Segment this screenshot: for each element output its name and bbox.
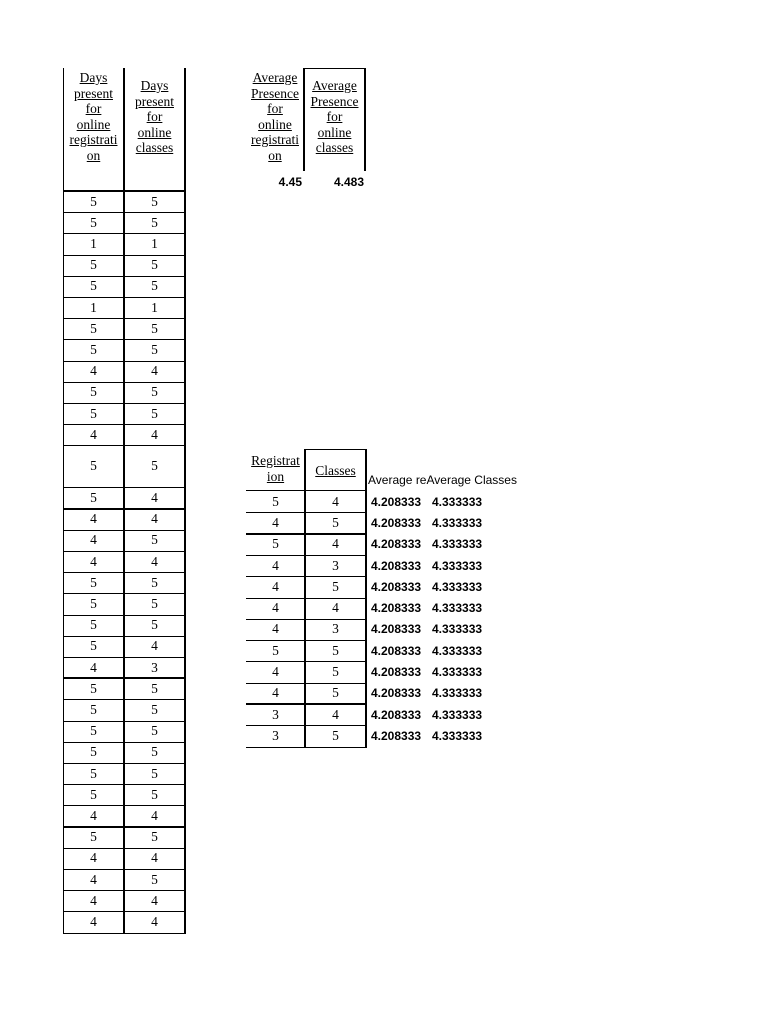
header-avg-registration-line: registrati bbox=[251, 132, 299, 147]
cell-registration: 4 bbox=[90, 426, 97, 442]
grid-line bbox=[63, 869, 186, 870]
grid-line bbox=[63, 636, 186, 637]
cell-classes: 5 bbox=[151, 458, 158, 474]
grid-line bbox=[364, 68, 366, 171]
cell-registration: 4 bbox=[90, 511, 97, 527]
grid-line bbox=[63, 677, 186, 679]
avg-registration-cell: 4.208333 bbox=[371, 707, 422, 722]
header-days-registration-line: online bbox=[76, 116, 111, 132]
cell-registration: 4 bbox=[90, 913, 97, 929]
cell-registration: 3 bbox=[272, 727, 279, 743]
grid-line bbox=[63, 190, 185, 192]
header-days-classes-line: for bbox=[146, 109, 163, 124]
grid-line bbox=[246, 747, 366, 748]
grid-line bbox=[304, 449, 306, 747]
cell-registration: 5 bbox=[90, 278, 97, 294]
grid-line bbox=[63, 530, 186, 531]
grid-line bbox=[63, 572, 186, 573]
cell-classes: 4 bbox=[151, 913, 158, 929]
grid-line bbox=[246, 490, 366, 491]
cell-classes: 5 bbox=[151, 214, 158, 230]
grid-line bbox=[63, 615, 186, 616]
avg-registration-cell: 4.208333 bbox=[371, 558, 422, 573]
cell-registration: 5 bbox=[90, 595, 97, 611]
avg-classes-cell: 4.333333 bbox=[432, 601, 483, 616]
header-avg-classes-line: Average bbox=[312, 78, 357, 93]
cell-classes: 5 bbox=[151, 595, 158, 611]
cell-classes: 5 bbox=[151, 193, 158, 209]
avg-classes-value: 4.483 bbox=[333, 175, 364, 189]
cell-registration: 4 bbox=[272, 685, 279, 701]
avg-registration-cell: 4.208333 bbox=[371, 686, 422, 701]
cell-classes: 5 bbox=[151, 680, 158, 696]
avg-registration-cell: 4.208333 bbox=[371, 665, 422, 680]
cell-registration: 4 bbox=[90, 850, 97, 866]
grid-line bbox=[63, 276, 186, 277]
grid-line bbox=[63, 445, 186, 446]
avg-classes-cell: 4.333333 bbox=[432, 579, 483, 594]
avg-classes-cell: 4.333333 bbox=[432, 707, 483, 722]
cell-registration: 5 bbox=[90, 829, 97, 845]
cell-classes: 4 bbox=[151, 426, 158, 442]
cell-registration: 5 bbox=[90, 701, 97, 717]
avg-registration-cell: 4.208333 bbox=[371, 643, 422, 658]
cell-registration: 5 bbox=[90, 320, 97, 336]
cell-classes: 5 bbox=[332, 642, 339, 658]
cell-classes: 1 bbox=[151, 299, 158, 315]
header-avg-registration-line: Presence bbox=[251, 85, 299, 101]
grid-line bbox=[365, 449, 367, 748]
cell-registration: 4 bbox=[272, 514, 279, 530]
cell-classes: 5 bbox=[332, 578, 339, 594]
cell-classes: 3 bbox=[332, 621, 339, 637]
avg-classes-cell: 4.333333 bbox=[432, 665, 483, 680]
avg-classes-cell: 4.333333 bbox=[432, 686, 483, 701]
header-classes-line: Classes bbox=[315, 463, 356, 479]
cell-registration: 5 bbox=[272, 536, 279, 552]
grid-line bbox=[63, 233, 186, 234]
header-days-classes bbox=[124, 78, 185, 178]
cell-registration: 4 bbox=[90, 532, 97, 548]
header-days-registration-line: registrati bbox=[69, 132, 118, 147]
grid-line bbox=[63, 297, 186, 298]
cell-classes: 5 bbox=[151, 786, 158, 802]
cell-registration: 4 bbox=[272, 557, 279, 573]
avg-classes-cell: 4.333333 bbox=[432, 515, 483, 530]
header-classes bbox=[305, 453, 366, 489]
cell-classes: 4 bbox=[151, 363, 158, 379]
cell-classes: 5 bbox=[151, 765, 158, 781]
cell-registration: 5 bbox=[90, 384, 97, 400]
grid-line bbox=[184, 68, 186, 934]
header-days-classes-line: present bbox=[135, 93, 174, 109]
header-avg-classes-line: Presence bbox=[310, 93, 359, 109]
cell-registration: 4 bbox=[90, 553, 97, 569]
cell-classes: 4 bbox=[332, 536, 339, 552]
avg-registration-cell: 4.208333 bbox=[371, 537, 422, 552]
cell-registration: 1 bbox=[90, 235, 97, 251]
cell-registration: 5 bbox=[90, 786, 97, 802]
grid-line bbox=[63, 424, 186, 425]
grid-line bbox=[63, 784, 186, 785]
header-avg-classes-line: classes bbox=[315, 140, 354, 155]
header-registration-line: Registrat bbox=[251, 453, 300, 468]
cell-classes: 5 bbox=[151, 744, 158, 760]
cell-classes: 5 bbox=[151, 617, 158, 633]
grid-line bbox=[63, 805, 186, 806]
cell-classes: 4 bbox=[332, 600, 339, 616]
cell-classes: 5 bbox=[151, 532, 158, 548]
avg-registration-cell: 4.208333 bbox=[371, 601, 422, 616]
header-days-classes-line: online bbox=[137, 124, 172, 140]
header-avg-classes-line: online bbox=[317, 124, 352, 140]
cell-classes: 4 bbox=[151, 638, 158, 654]
cell-registration: 4 bbox=[90, 892, 97, 908]
cell-registration: 4 bbox=[272, 600, 279, 616]
grid-line bbox=[303, 68, 305, 171]
grid-line bbox=[63, 763, 186, 764]
cell-classes: 5 bbox=[151, 723, 158, 739]
cell-classes: 3 bbox=[332, 557, 339, 573]
grid-line bbox=[63, 551, 186, 552]
cell-classes: 4 bbox=[151, 807, 158, 823]
grid-line bbox=[63, 593, 186, 594]
cell-classes: 5 bbox=[332, 685, 339, 701]
cell-registration: 5 bbox=[90, 638, 97, 654]
cell-registration: 5 bbox=[272, 642, 279, 658]
cell-classes: 5 bbox=[151, 278, 158, 294]
cell-classes: 5 bbox=[151, 829, 158, 845]
cell-registration: 4 bbox=[90, 807, 97, 823]
cell-classes: 5 bbox=[151, 320, 158, 336]
header-avg-registration bbox=[246, 70, 304, 174]
cell-classes: 5 bbox=[332, 514, 339, 530]
header-days-registration bbox=[63, 70, 124, 180]
cell-registration: 4 bbox=[272, 621, 279, 637]
header-days-registration-line: on bbox=[86, 147, 101, 163]
cell-registration: 5 bbox=[90, 723, 97, 739]
cell-classes: 4 bbox=[151, 489, 158, 505]
cell-classes: 5 bbox=[151, 405, 158, 421]
grid-line bbox=[63, 911, 186, 912]
grid-line bbox=[63, 721, 186, 722]
cell-registration: 4 bbox=[90, 659, 97, 675]
grid-line bbox=[63, 339, 186, 340]
cell-registration: 5 bbox=[272, 493, 279, 509]
cell-classes: 5 bbox=[151, 574, 158, 590]
grid-line bbox=[63, 657, 186, 658]
grid-line bbox=[305, 449, 366, 450]
cell-classes: 4 bbox=[151, 850, 158, 866]
cell-classes: 1 bbox=[151, 235, 158, 251]
avg-registration-cell: 4.208333 bbox=[371, 579, 422, 594]
header-days-registration-line: present bbox=[74, 85, 113, 101]
grid-line bbox=[63, 487, 186, 488]
grid-line bbox=[63, 361, 186, 362]
grid-line bbox=[63, 68, 64, 933]
cell-registration: 5 bbox=[90, 489, 97, 505]
avg-registration-value: 4.45 bbox=[278, 175, 302, 189]
cell-classes: 4 bbox=[151, 892, 158, 908]
cell-classes: 5 bbox=[151, 257, 158, 273]
header-days-classes-line: classes bbox=[135, 140, 174, 155]
cell-registration: 5 bbox=[90, 765, 97, 781]
avg-classes-cell: 4.333333 bbox=[432, 622, 483, 637]
header-registration bbox=[246, 453, 305, 489]
cell-registration: 5 bbox=[90, 257, 97, 273]
avg-registration-cell: 4.208333 bbox=[371, 728, 422, 743]
avg-registration-cell: 4.208333 bbox=[371, 622, 422, 637]
avg-classes-cell: 4.333333 bbox=[432, 643, 483, 658]
cell-registration: 1 bbox=[90, 299, 97, 315]
cell-classes: 3 bbox=[151, 659, 158, 675]
cell-registration: 5 bbox=[90, 405, 97, 421]
header-days-classes-line: Days bbox=[140, 78, 169, 93]
cell-classes: 5 bbox=[151, 871, 158, 887]
cell-registration: 4 bbox=[272, 578, 279, 594]
grid-line bbox=[63, 382, 186, 383]
grid-line bbox=[63, 318, 186, 319]
cell-registration: 5 bbox=[90, 744, 97, 760]
grid-line bbox=[63, 890, 186, 891]
cell-registration: 4 bbox=[90, 363, 97, 379]
average-header: Average reAverage Classes bbox=[368, 473, 517, 487]
header-avg-classes bbox=[304, 78, 365, 174]
cell-registration: 5 bbox=[90, 458, 97, 474]
cell-classes: 4 bbox=[151, 553, 158, 569]
cell-classes: 5 bbox=[151, 341, 158, 357]
avg-classes-cell: 4.333333 bbox=[432, 728, 483, 743]
header-days-registration-line: for bbox=[85, 101, 102, 116]
grid-line bbox=[63, 933, 186, 934]
cell-classes: 4 bbox=[332, 493, 339, 509]
cell-classes: 4 bbox=[332, 706, 339, 722]
cell-registration: 5 bbox=[90, 680, 97, 696]
header-registration-line: ion bbox=[266, 468, 285, 484]
grid-line bbox=[63, 848, 186, 849]
grid-line bbox=[63, 403, 186, 404]
grid-line bbox=[63, 699, 186, 700]
header-avg-classes-line: for bbox=[326, 109, 343, 124]
cell-classes: 4 bbox=[151, 511, 158, 527]
header-days-registration-line: Days bbox=[79, 70, 108, 85]
grid-line bbox=[63, 508, 186, 510]
cell-registration: 5 bbox=[90, 617, 97, 633]
cell-registration: 4 bbox=[272, 664, 279, 680]
cell-registration: 5 bbox=[90, 214, 97, 230]
grid-line bbox=[123, 68, 125, 933]
grid-line bbox=[63, 255, 186, 256]
grid-line bbox=[63, 212, 186, 213]
grid-line bbox=[304, 68, 365, 69]
cell-classes: 5 bbox=[151, 384, 158, 400]
cell-registration: 5 bbox=[90, 574, 97, 590]
cell-registration: 5 bbox=[90, 193, 97, 209]
cell-classes: 5 bbox=[332, 727, 339, 743]
cell-registration: 5 bbox=[90, 341, 97, 357]
avg-registration-cell: 4.208333 bbox=[371, 515, 422, 530]
header-avg-registration-line: for bbox=[267, 101, 283, 116]
cell-registration: 3 bbox=[272, 706, 279, 722]
cell-classes: 5 bbox=[332, 664, 339, 680]
grid-line bbox=[63, 742, 186, 743]
cell-classes: 5 bbox=[151, 701, 158, 717]
header-avg-registration-line: on bbox=[268, 147, 282, 163]
avg-classes-cell: 4.333333 bbox=[432, 494, 483, 509]
header-avg-registration-line: online bbox=[258, 116, 292, 132]
header-avg-registration-line: Average bbox=[252, 70, 298, 85]
grid-line bbox=[63, 826, 186, 828]
cell-registration: 4 bbox=[90, 871, 97, 887]
avg-registration-cell: 4.208333 bbox=[371, 494, 422, 509]
avg-classes-cell: 4.333333 bbox=[432, 537, 483, 552]
avg-classes-cell: 4.333333 bbox=[432, 558, 483, 573]
